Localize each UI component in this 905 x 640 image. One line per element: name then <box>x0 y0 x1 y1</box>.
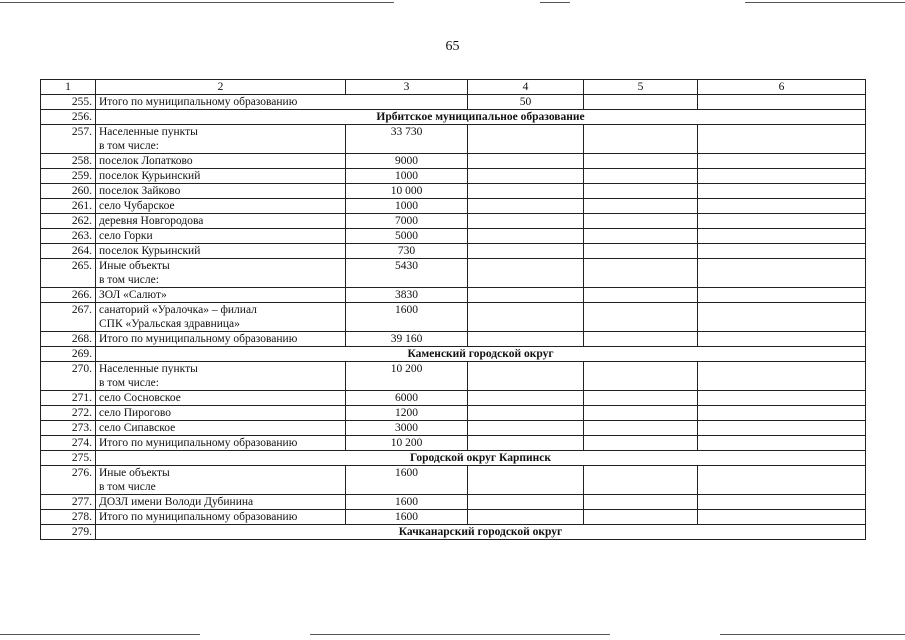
col6-value <box>698 362 866 391</box>
col6-value <box>698 406 866 421</box>
col3-value: 730 <box>346 244 468 259</box>
row-number: 278. <box>41 510 96 525</box>
col5-value <box>584 406 698 421</box>
row-name-line: СПК «Уральская здравница» <box>99 318 240 330</box>
col4-value <box>468 303 584 332</box>
col6-value <box>698 169 866 184</box>
table-row <box>41 244 866 259</box>
table-row <box>41 229 866 244</box>
col6-value <box>698 421 866 436</box>
row-number: 263. <box>41 229 96 244</box>
row-name-line: Иные объекты <box>99 260 170 272</box>
col6-value <box>698 436 866 451</box>
col4-value <box>468 169 584 184</box>
row-name-line: село Горки <box>99 230 153 242</box>
scan-edge-top-right <box>745 2 905 3</box>
header-row <box>41 80 866 95</box>
row-name-line: в том числе: <box>99 377 159 389</box>
col3-value: 9000 <box>346 154 468 169</box>
section-title: Городской округ Карпинск <box>96 451 866 466</box>
col3-value: 5430 <box>346 259 468 288</box>
section-title: Качканарский городской округ <box>96 525 866 540</box>
row-name-line: в том числе: <box>99 274 159 286</box>
row-number: 261. <box>41 199 96 214</box>
col6-value <box>698 199 866 214</box>
col3-value: 1000 <box>346 169 468 184</box>
col4-value: 50 <box>468 95 584 110</box>
row-number: 256. <box>41 110 96 125</box>
col3-value: 1600 <box>346 303 468 332</box>
col6-value <box>698 214 866 229</box>
col3-value: 33 730 <box>346 125 468 154</box>
row-number: 269. <box>41 347 96 362</box>
row-name <box>96 436 346 451</box>
col4-value <box>468 332 584 347</box>
col4-value <box>468 436 584 451</box>
row-number: 273. <box>41 421 96 436</box>
table-row <box>41 288 866 303</box>
column-header: 6 <box>698 80 866 95</box>
row-name-line: Населенные пункты <box>99 363 198 375</box>
col5-value <box>584 154 698 169</box>
row-name <box>96 406 346 421</box>
col6-value <box>698 391 866 406</box>
col3-value: 5000 <box>346 229 468 244</box>
row-number: 271. <box>41 391 96 406</box>
col5-value <box>584 184 698 199</box>
row-name-line: Итого по муниципальному образованию <box>99 333 298 345</box>
col4-value <box>468 199 584 214</box>
table-row <box>41 184 866 199</box>
col3-value: 1000 <box>346 199 468 214</box>
col4-value <box>468 125 584 154</box>
row-name <box>96 421 346 436</box>
col5-value <box>584 199 698 214</box>
row-name-line: село Пирогово <box>99 407 171 419</box>
table-row <box>41 125 866 154</box>
table-row <box>41 199 866 214</box>
table-row <box>41 303 866 332</box>
section-title: Каменский городской округ <box>96 347 866 362</box>
col5-value <box>584 303 698 332</box>
col5-value <box>584 391 698 406</box>
row-name-line: ДОЗЛ имени Володи Дубинина <box>99 496 254 508</box>
section-row <box>41 347 866 362</box>
row-number: 275. <box>41 451 96 466</box>
col4-value <box>468 288 584 303</box>
col4-value <box>468 421 584 436</box>
col4-value <box>468 214 584 229</box>
row-number: 268. <box>41 332 96 347</box>
col5-value <box>584 259 698 288</box>
row-name-line: поселок Курьинский <box>99 245 201 257</box>
row-name-line: поселок Зайково <box>99 185 181 197</box>
table-row <box>41 466 866 495</box>
col6-value <box>698 184 866 199</box>
col6-value <box>698 244 866 259</box>
row-number: 267. <box>41 303 96 332</box>
row-name <box>96 154 346 169</box>
col3-value: 6000 <box>346 391 468 406</box>
col6-value <box>698 510 866 525</box>
row-name: Итого по муниципальному образованию <box>96 95 468 110</box>
section-row <box>41 451 866 466</box>
row-name-line: Иные объекты <box>99 467 170 479</box>
scan-edge-top-left <box>0 2 394 3</box>
row-name-line: Итого по муниципальному образованию <box>99 437 298 449</box>
row-name <box>96 391 346 406</box>
col4-value <box>468 154 584 169</box>
col5-value <box>584 95 698 110</box>
col3-value: 10 200 <box>346 436 468 451</box>
page-number: 65 <box>445 39 460 54</box>
col4-value <box>468 244 584 259</box>
row-name <box>96 169 346 184</box>
col3-value: 1600 <box>346 510 468 525</box>
table-row <box>41 495 866 510</box>
col6-value <box>698 466 866 495</box>
row-name <box>96 229 346 244</box>
row-name-line: в том числе <box>99 481 156 493</box>
col4-value <box>468 184 584 199</box>
row-number: 270. <box>41 362 96 391</box>
col6-value <box>698 259 866 288</box>
row-number: 266. <box>41 288 96 303</box>
col4-value <box>468 229 584 244</box>
scan-edge-bottom-mid <box>310 634 610 635</box>
row-name-line: поселок Лопатково <box>99 155 193 167</box>
col5-value <box>584 332 698 347</box>
table-row <box>41 510 866 525</box>
col5-value <box>584 125 698 154</box>
scan-edge-top-mid <box>540 2 570 3</box>
table-row <box>41 95 866 110</box>
row-name <box>96 125 346 154</box>
row-number: 260. <box>41 184 96 199</box>
row-name <box>96 510 346 525</box>
row-name <box>96 466 346 495</box>
col6-value <box>698 229 866 244</box>
row-name <box>96 332 346 347</box>
col5-value <box>584 421 698 436</box>
row-number: 255. <box>41 95 96 110</box>
row-name <box>96 244 346 259</box>
section-row <box>41 110 866 125</box>
col4-value <box>468 510 584 525</box>
col3-value: 7000 <box>346 214 468 229</box>
row-name <box>96 495 346 510</box>
col3-value: 1600 <box>346 495 468 510</box>
row-number: 279. <box>41 525 96 540</box>
data-table <box>40 79 866 540</box>
col5-value <box>584 510 698 525</box>
col6-value <box>698 495 866 510</box>
column-header: 3 <box>346 80 468 95</box>
row-name-line: село Чубарское <box>99 200 175 212</box>
table-row <box>41 406 866 421</box>
col3-value: 39 160 <box>346 332 468 347</box>
table-row <box>41 154 866 169</box>
scan-edge-bottom-right <box>720 634 905 635</box>
section-title: Ирбитское муниципальное образование <box>96 110 866 125</box>
table-row <box>41 362 866 391</box>
col5-value <box>584 466 698 495</box>
col4-value <box>468 495 584 510</box>
col5-value <box>584 244 698 259</box>
col6-value <box>698 125 866 154</box>
row-name <box>96 288 346 303</box>
col5-value <box>584 288 698 303</box>
row-name-line: Итого по муниципальному образованию <box>99 511 298 523</box>
row-name-line: деревня Новгородова <box>99 215 204 227</box>
table-row <box>41 332 866 347</box>
col3-value: 1600 <box>346 466 468 495</box>
column-header: 1 <box>41 80 96 95</box>
row-name <box>96 199 346 214</box>
row-number: 272. <box>41 406 96 421</box>
scan-edge-bottom-left <box>0 634 200 635</box>
col4-value <box>468 391 584 406</box>
col6-value <box>698 95 866 110</box>
row-number: 258. <box>41 154 96 169</box>
row-name-line: санаторий «Уралочка» – филиал <box>99 304 257 316</box>
row-name <box>96 214 346 229</box>
col6-value <box>698 288 866 303</box>
col3-value: 1200 <box>346 406 468 421</box>
row-number: 277. <box>41 495 96 510</box>
table-row <box>41 259 866 288</box>
row-number: 265. <box>41 259 96 288</box>
col5-value <box>584 495 698 510</box>
row-number: 257. <box>41 125 96 154</box>
row-name <box>96 362 346 391</box>
col3-value: 10 000 <box>346 184 468 199</box>
table-body <box>41 95 866 540</box>
row-number: 276. <box>41 466 96 495</box>
row-name <box>96 184 346 199</box>
col4-value <box>468 466 584 495</box>
col5-value <box>584 214 698 229</box>
col4-value <box>468 362 584 391</box>
col4-value <box>468 259 584 288</box>
table-row <box>41 169 866 184</box>
col4-value <box>468 406 584 421</box>
row-name-line: село Сипавское <box>99 422 176 434</box>
row-number: 274. <box>41 436 96 451</box>
column-header: 5 <box>584 80 698 95</box>
row-name-line: поселок Курьинский <box>99 170 201 182</box>
table-row <box>41 214 866 229</box>
col5-value <box>584 169 698 184</box>
table-row <box>41 391 866 406</box>
column-header: 4 <box>468 80 584 95</box>
col6-value <box>698 154 866 169</box>
row-name-line: село Сосновское <box>99 392 181 404</box>
row-name <box>96 303 346 332</box>
col5-value <box>584 436 698 451</box>
table-row <box>41 436 866 451</box>
row-name <box>96 259 346 288</box>
col6-value <box>698 303 866 332</box>
col5-value <box>584 362 698 391</box>
col5-value <box>584 229 698 244</box>
row-name-line: Населенные пункты <box>99 126 198 138</box>
col6-value <box>698 332 866 347</box>
table-row <box>41 421 866 436</box>
row-number: 259. <box>41 169 96 184</box>
col3-value: 10 200 <box>346 362 468 391</box>
row-number: 262. <box>41 214 96 229</box>
col3-value: 3830 <box>346 288 468 303</box>
col3-value: 3000 <box>346 421 468 436</box>
row-name-line: в том числе: <box>99 140 159 152</box>
row-number: 264. <box>41 244 96 259</box>
section-row <box>41 525 866 540</box>
column-header: 2 <box>96 80 346 95</box>
row-name-line: ЗОЛ «Салют» <box>99 289 167 301</box>
